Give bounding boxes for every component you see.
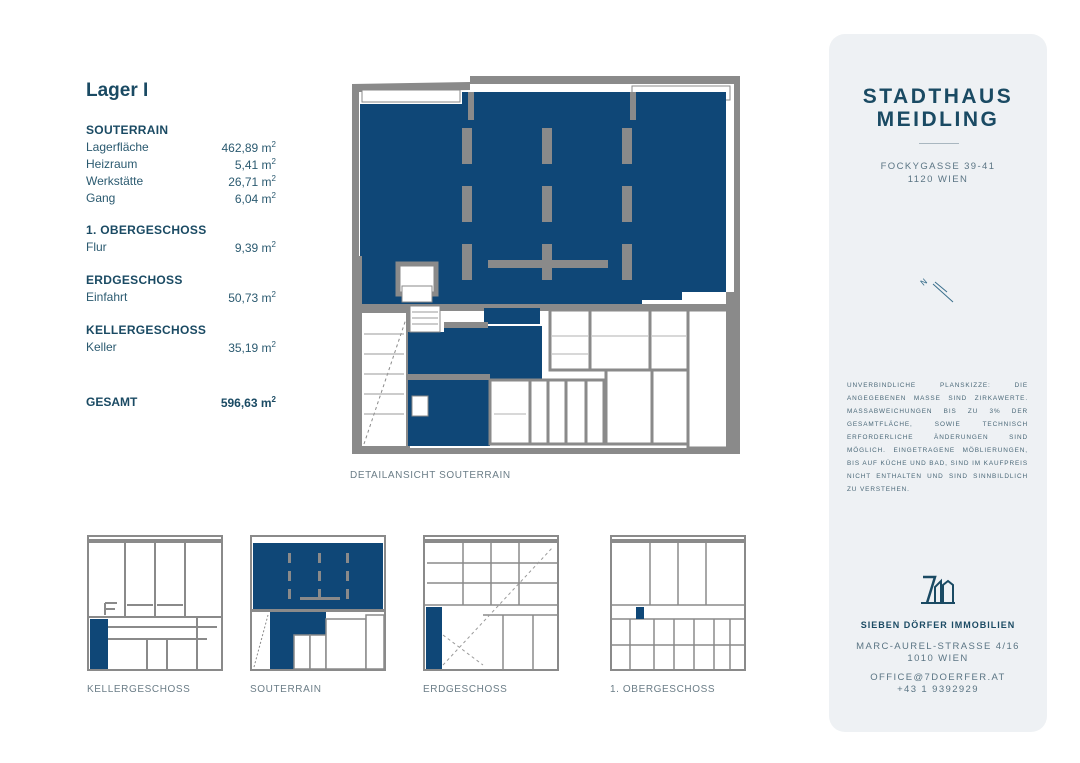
section-heading: SOUTERRAIN [86, 123, 169, 137]
area-value: 35,19 m [228, 341, 272, 355]
area-value: 5,41 m [234, 158, 272, 172]
main-floor-plan [350, 74, 742, 456]
project-address-line2: 1120 WIEN [907, 174, 969, 185]
disclaimer-text: UNVERBINDLICHE PLANSKIZZE: DIE ANGEGEBENEN MASSE SIND ZIRKAWERTE. MASSABWEICHUNGEN BIS ZU 3% DER GESAMTFLÄCHE, SOWIE TECHNISCH ERFORDERLICHE ÄNDERUNGEN SIND MÖGLICH. EINGETRAGENE MÖBLIERUNGEN, BIS AUF KÜCHE UND BAD, SIND IM KAUFPREIS NICHT ENTHALTEN UND SIND SINNBILDLICH ZU VERSTEHEN. [847, 382, 1028, 493]
thumbnail-souterrain[interactable] [250, 535, 386, 671]
area-label: Flur [86, 240, 107, 254]
project-address-line1: FOCKYGASSE 39-41 [880, 161, 996, 172]
total-value: 596,63 m [220, 396, 272, 410]
section-heading: KELLERGESCHOSS [86, 323, 207, 337]
total-label: GESAMT [86, 395, 138, 409]
unit-sup: 2 [271, 191, 276, 200]
unit-sup: 2 [271, 240, 276, 249]
thumbnail-caption: SOUTERRAIN [250, 684, 322, 695]
project-title-line1: STADTHAUS [862, 85, 1014, 108]
area-label: Keller [86, 340, 117, 354]
thumbnail-caption: ERDGESCHOSS [423, 684, 508, 695]
area-row [86, 290, 276, 306]
thumbnail-erdgeschoss[interactable] [423, 535, 559, 671]
area-label: Heizraum [86, 157, 138, 171]
area-row [86, 240, 276, 256]
title-divider [919, 143, 959, 144]
area-row [86, 191, 276, 207]
area-value: 9,39 m [234, 241, 272, 255]
area-value: 26,71 m [228, 175, 272, 189]
area-label: Gang [86, 191, 116, 205]
thumbnail-caption: KELLERGESCHOSS [87, 684, 191, 695]
thumbnail-caption: 1. OBERGESCHOSS [610, 684, 716, 695]
thumbnail-1-obergeschoss[interactable] [610, 535, 746, 671]
unit-sup: 2 [271, 395, 276, 404]
main-plan-caption: DETAILANSICHT SOUTERRAIN [350, 470, 511, 481]
company-address-line2: 1010 WIEN [907, 653, 969, 664]
area-value: 462,89 m [221, 141, 272, 155]
company-email[interactable]: OFFICE@7DOERFER.AT [870, 672, 1006, 683]
unit-sup: 2 [271, 157, 276, 166]
north-arrow-icon [918, 274, 955, 304]
unit-sup: 2 [271, 140, 276, 149]
area-row [86, 340, 276, 356]
area-row [86, 174, 276, 190]
area-row [86, 140, 276, 156]
svg-text:N: N [918, 276, 930, 288]
info-panel [829, 34, 1047, 732]
area-label: Werkstätte [86, 174, 144, 188]
company-address-line1: MARC-AUREL-STRASSE 4/16 [856, 641, 1020, 652]
area-label: Lagerfläche [86, 140, 149, 154]
area-row [86, 157, 276, 173]
unit-sup: 2 [271, 290, 276, 299]
unit-sup: 2 [271, 174, 276, 183]
area-value: 6,04 m [234, 192, 272, 206]
company-phone[interactable]: +43 1 9392929 [897, 684, 979, 695]
total-row [86, 395, 276, 409]
area-label: Einfahrt [86, 290, 128, 304]
sieben-doerfer-logo-icon [921, 571, 955, 605]
unit-sup: 2 [271, 340, 276, 349]
area-value: 50,73 m [228, 291, 272, 305]
company-name: SIEBEN DÖRFER IMMOBILIEN [860, 620, 1016, 630]
project-title-line2: MEIDLING [876, 108, 1000, 131]
thumbnail-kellergeschoss[interactable] [87, 535, 223, 671]
section-heading: 1. OBERGESCHOSS [86, 223, 207, 237]
section-heading: ERDGESCHOSS [86, 273, 183, 287]
unit-title: Lager I [86, 80, 149, 101]
